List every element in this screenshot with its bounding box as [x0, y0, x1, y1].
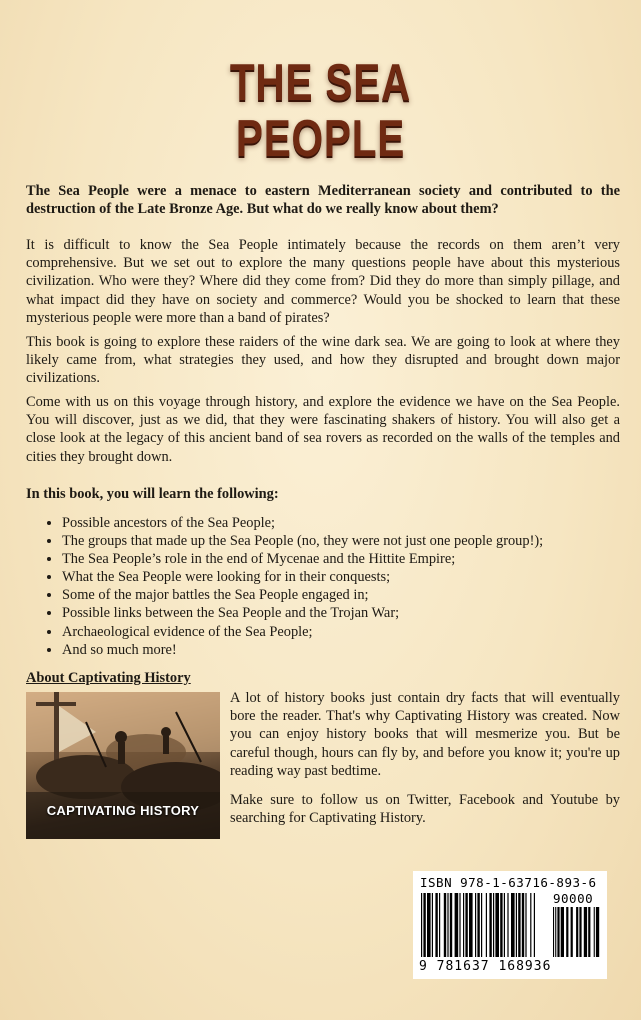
list-item: • The Sea People’s role in the end of Mycenae and the Hittite Empire;	[62, 550, 622, 568]
barcode-bar	[511, 893, 515, 957]
about-paragraph-2: Make sure to follow us on Twitter, Facebook and Youtube by searching for Captivating History.	[230, 792, 620, 827]
logo-text: CAPTIVATING HISTORY	[46, 803, 200, 818]
barcode-bar	[534, 893, 535, 957]
barcode-bar	[493, 893, 494, 957]
price-barcode-bar	[557, 907, 559, 957]
learn-list	[44, 514, 622, 659]
list-item: • Some of the major battles the Sea People engaged in;	[62, 586, 622, 604]
barcode-bar	[450, 893, 452, 957]
barcode-bar	[469, 893, 473, 957]
about-paragraph-1: A lot of history books just contain dry facts that will eventually bore the reader. That's why Captivating History was created. Now you can enjoy history books that will mesmerize you. But be careful though, hours can fly by, and before you know it; you're up reading way past bedtime.	[230, 690, 620, 779]
price-barcode-bar	[579, 907, 581, 957]
barcode-bar	[423, 893, 425, 957]
price-barcode-bar	[596, 907, 599, 957]
barcode-bar	[421, 893, 422, 957]
barcode-bar	[475, 893, 476, 957]
body-paragraph-2: This book is going to explore these raiders of the wine dark sea. We are going to look at where they likely came from, what strategies they used, and how they disrupted and brought down major civilizations.	[26, 334, 620, 387]
barcode-bar	[432, 893, 433, 957]
list-item: • What the Sea People were looking for in their conquests;	[62, 568, 622, 586]
intro-paragraph: The Sea People were a menace to eastern Mediterranean society and contributed to the destruction of the Late Bronze Age. But what do we really know about them?	[26, 183, 620, 218]
body-paragraph-1: It is difficult to know the Sea People intimately because the records on them aren’t very comprehensive. But we set out to explore the many questions people have about this mysterious civilization. Who were they? Where did they come from? Did they do more than simply pillage, and what impact did they have on society and commerce? Would you be shocked to learn that these mysterious people were more than a band of pirates?	[26, 237, 620, 326]
barcode-bar	[455, 893, 459, 957]
price-code: 90000	[553, 891, 594, 906]
barcode-bar	[516, 893, 517, 957]
barcode-bar	[465, 893, 467, 957]
price-barcode-bar	[555, 907, 556, 957]
barcode-bar	[500, 893, 502, 957]
ean-digits: 9 781637 168936	[419, 959, 552, 974]
book-title-line2: PEOPLE	[235, 110, 406, 168]
barcode-bar	[459, 893, 460, 957]
price-barcode-bar	[561, 907, 564, 957]
barcode-bar	[495, 893, 499, 957]
barcode-bar	[504, 893, 505, 957]
isbn-barcode	[413, 871, 607, 979]
price-barcode-bar	[576, 907, 578, 957]
body-paragraph-3: Come with us on this voyage through history, and explore the evidence we have on the Sea People. You will discover, just as we did, that they were fascinating shakers of history. You will also get a close look at the legacy of this ancient band of sea rovers as recorded on the walls of the temples and cities they brought down.	[26, 394, 620, 465]
isbn-text: ISBN 978-1-63716-893-6	[420, 875, 597, 890]
barcode-bar	[525, 893, 526, 957]
captivating-history-logo-image	[26, 692, 220, 839]
list-item: • Possible ancestors of the Sea People;	[62, 514, 622, 532]
about-heading: About Captivating History	[26, 670, 191, 686]
barcode-bar	[427, 893, 431, 957]
barcode-bar	[507, 893, 508, 957]
price-barcode-bar	[594, 907, 595, 957]
price-barcode-bar	[566, 907, 568, 957]
list-item: • Archaeological evidence of the Sea People;	[62, 623, 622, 641]
price-barcode-bar	[571, 907, 573, 957]
barcode-bar	[489, 893, 491, 957]
learn-heading: In this book, you will learn the following:	[26, 486, 279, 502]
list-item: • Possible links between the Sea People and the Trojan War;	[62, 604, 622, 622]
list-item: • And so much more!	[62, 641, 622, 659]
barcode-bar	[481, 893, 482, 957]
barcode-bar	[439, 893, 440, 957]
book-title-line1: THE SEA	[229, 54, 412, 112]
barcode-bar	[522, 893, 524, 957]
barcode-bar	[477, 893, 479, 957]
barcode-bar	[444, 893, 446, 957]
price-barcode-bar	[553, 907, 554, 957]
barcode-bar	[486, 893, 487, 957]
barcode-bar	[435, 893, 437, 957]
barcode-bar	[447, 893, 448, 957]
barcode-bar	[463, 893, 464, 957]
barcode-bar	[530, 893, 531, 957]
list-item: • The groups that made up the Sea People (no, they were not just one people group!);	[62, 532, 622, 550]
barcode-bar	[518, 893, 520, 957]
price-barcode-bar	[584, 907, 587, 957]
price-barcode-bar	[588, 907, 590, 957]
